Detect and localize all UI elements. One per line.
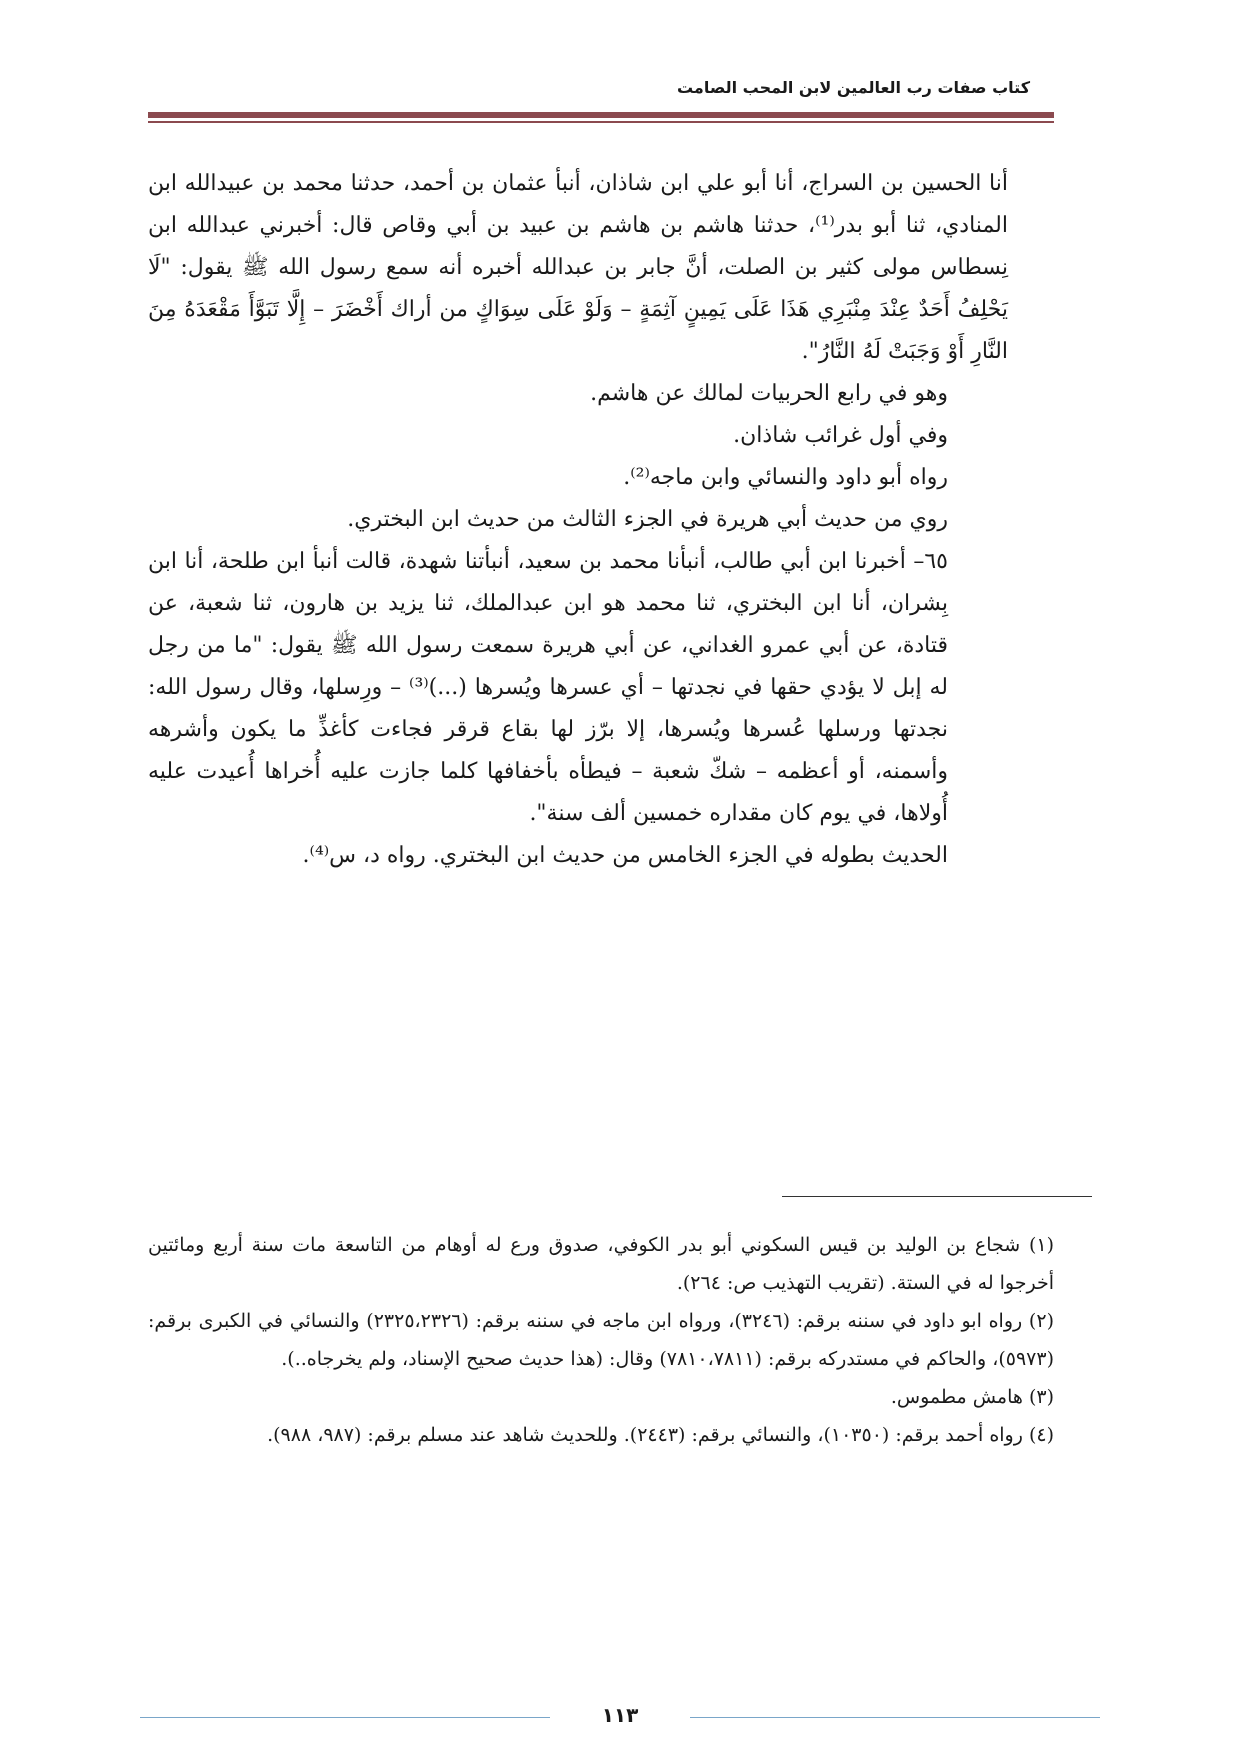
paragraph-6: ٦٥– أخبرنا ابن أبي طالب، أنبأنا محمد بن سعيد، أنبأتنا شهدة، قالت أنبأ ابن طلحة، أنا ابن بِشران، أنا ابن البختري، ثنا محمد هو ابن عبدالملك، ثنا يزيد بن هارون، ثنا شعبة، عن قتادة، عن أبي عمرو الغداني، عن أبي هريرة سمعت رسول الله ﷺ يقول: "ما من رجل له إبل لا يؤدي حقها في نجدتها – أي عسرها ويُسرها (...)⁽³⁾ – ورِسلها، وقال رسول الله: نجدتها ورسلها عُسرها ويُسرها، إلا برّز لها بقاع قرقر فجاءت كأغذِّ ما يكون وأشرهه وأسمنه، أو أعظمه – شكّ شعبة – فيطأه بأخفافها كلما جازت عليه أُخراها أُعيدت عليه أُولاها، في يوم كان مقداره خمسين ألف سنة". xyxy=(148,549,948,826)
footnote-3: (٣) هامش مطموس. xyxy=(890,1386,1054,1408)
footer-rule-left xyxy=(140,1717,550,1718)
footnote-separator xyxy=(782,1196,1092,1197)
footer-rule-right xyxy=(690,1717,1100,1718)
paragraph-7: الحديث بطوله في الجزء الخامس من حديث ابن البختري. رواه د، س⁽⁴⁾. xyxy=(302,843,948,868)
paragraph-3: وفي أول غرائب شاذان. xyxy=(733,423,948,448)
page-number: ١١٣ xyxy=(601,1703,639,1727)
header-rule xyxy=(148,112,1054,118)
paragraph-4: رواه أبو داود والنسائي وابن ماجه⁽²⁾. xyxy=(623,465,948,490)
footnote-4: (٤) رواه أحمد برقم: (١٠٣٥٠)، والنسائي برقم: (٢٤٤٣). وللحديث شاهد عند مسلم برقم: (٩٨٧، ٩٨٨). xyxy=(267,1424,1054,1446)
footnote-2: (٢) رواه ابو داود في سننه برقم: (٣٢٤٦)، ورواه ابن ماجه في سننه برقم: (٢٣٢٥،٢٣٢٦) والنسائي في الكبرى برقم: (٥٩٧٣)، والحاكم في مستدركه برقم: (٧٨١٠،٧٨١١) وقال: (هذا حديث صحيح الإسناد، ولم يخرجاه..). xyxy=(148,1310,1054,1370)
footnote-1: (١) شجاع بن الوليد بن قيس السكوني أبو بدر الكوفي، صدوق ورع له أوهام من التاسعة مات سنة أربع ومائتين أخرجوا له في الستة. (تقريب التهذيب ص: ٢٦٤). xyxy=(148,1234,1054,1294)
paragraph-5: روي من حديث أبي هريرة في الجزء الثالث من حديث ابن البختري. xyxy=(347,507,948,532)
footnotes xyxy=(148,1226,1054,1454)
paragraph-2: وهو في رابع الحربيات لمالك عن هاشم. xyxy=(590,381,948,406)
running-header-title: كتاب صفات رب العالمين لابن المحب الصامت xyxy=(676,78,1030,97)
main-text xyxy=(148,163,1008,877)
paragraph-1: أنا الحسين بن السراج، أنا أبو علي ابن شاذان، أنبأ عثمان بن أحمد، حدثنا محمد بن عبيدالله ابن المنادي، ثنا أبو بدر⁽¹⁾، حدثنا هاشم بن هاشم بن عبيد بن أبي وقاص قال: أخبرني عبدالله ابن نِسطاس مولى كثير بن الصلت، أنَّ جابر بن عبدالله أخبره أنه سمع رسول الله ﷺ يقول: "لَا يَحْلِفُ أَحَدٌ عِنْدَ مِنْبَرِي هَذَا عَلَى يَمِينٍ آثِمَةٍ – وَلَوْ عَلَى سِوَاكٍ من أراك أَخْضَرَ – إِلَّا تَبَوَّأَ مَقْعَدَهُ مِنَ النَّارِ أَوْ وَجَبَتْ لَهُ النَّارُ". xyxy=(148,171,1008,364)
header-rule-thin xyxy=(148,121,1054,123)
